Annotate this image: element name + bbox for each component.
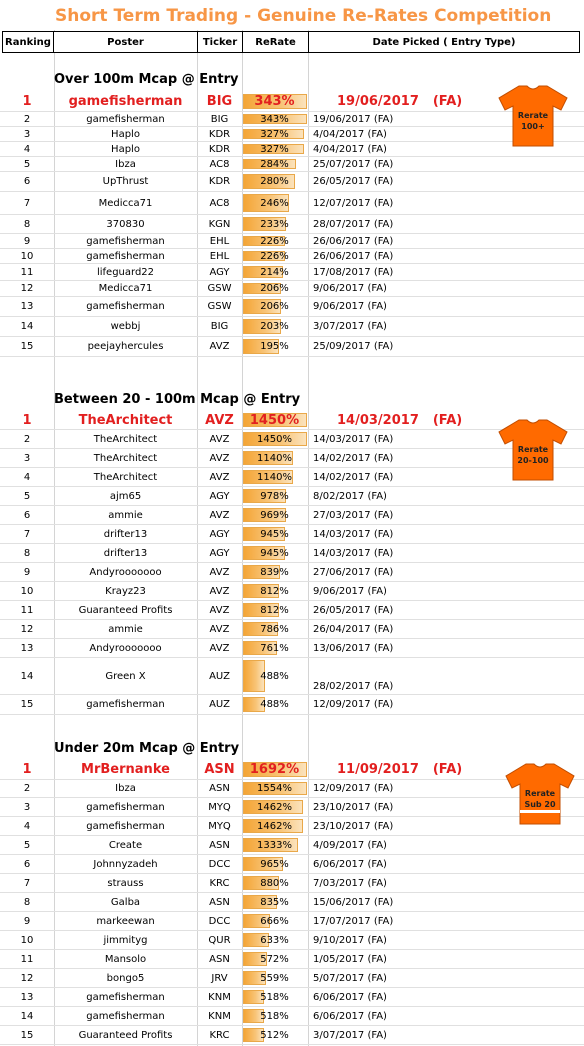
ticker-cell: KGN: [208, 218, 231, 230]
date-cell: 4/04/2017 (FA): [313, 128, 387, 140]
table-row[interactable]: [0, 337, 584, 357]
table-row[interactable]: [0, 192, 584, 215]
rerate-cell: 965%: [260, 858, 289, 870]
table-row[interactable]: [0, 695, 584, 715]
ticker-cell: AGY: [209, 528, 230, 540]
table-row[interactable]: [0, 874, 584, 893]
rank-cell: 11: [20, 266, 34, 278]
ticker-cell: AVZ: [209, 433, 230, 445]
table-row[interactable]: [0, 1026, 584, 1045]
ticker-cell: KRC: [209, 877, 230, 889]
table-row[interactable]: [0, 855, 584, 874]
rerate-cell: 1140%: [257, 452, 292, 464]
table-row[interactable]: [0, 264, 584, 281]
rank-cell: 10: [20, 250, 34, 262]
rank-cell: 3: [23, 128, 31, 140]
rerate-cell: 284%: [260, 158, 289, 170]
rank-cell: 5: [23, 158, 31, 170]
date-cell: 12/09/2017 (FA): [313, 783, 394, 794]
ticker-cell: ASN: [209, 953, 230, 965]
rank-cell: 7: [23, 197, 31, 209]
rank-cell: 1: [22, 412, 32, 428]
table-row[interactable]: [0, 931, 584, 950]
date-cell: 14/03/2017 (FA): [313, 547, 394, 559]
poster-cell: Mansolo: [104, 953, 147, 965]
rank-cell: 4: [23, 143, 31, 155]
table-row[interactable]: [0, 215, 584, 234]
poster-cell: gamefisherman: [86, 301, 165, 312]
poster-cell: markeewan: [96, 915, 155, 927]
date-cell: [309, 92, 489, 111]
rank-cell: 2: [23, 783, 31, 794]
entry-type: (FA): [432, 94, 463, 109]
rerate-cell: 1692%: [249, 762, 300, 777]
rerate-cell: 786%: [260, 623, 289, 635]
rank-cell: 13: [20, 642, 34, 654]
rank-cell: 8: [23, 896, 31, 908]
poster-cell: Green X: [105, 670, 146, 682]
table-row[interactable]: [0, 297, 584, 317]
rerate-cell: 518%: [260, 991, 289, 1003]
rank-cell: 6: [23, 176, 31, 187]
poster-cell: UpThrust: [102, 176, 149, 187]
ticker-cell: KDR: [208, 143, 231, 155]
table-row[interactable]: [0, 601, 584, 620]
poster-cell: Ibza: [115, 158, 136, 170]
date-cell: 26/05/2017 (FA): [313, 604, 394, 616]
date-cell: 5/07/2017 (FA): [313, 972, 387, 984]
rank-cell: 14: [20, 670, 34, 682]
ticker-cell: AGY: [209, 266, 230, 278]
poster-cell: gamefisherman: [86, 235, 165, 247]
table-row[interactable]: [0, 836, 584, 855]
ticker-cell: KDR: [208, 128, 231, 140]
rerate-cell: 1554%: [257, 783, 292, 794]
poster-cell: Andyrooooooo: [89, 566, 162, 578]
poster-cell: Medicca71: [98, 283, 153, 294]
poster-cell: Guaranteed Profits: [78, 604, 173, 616]
poster-cell: drifter13: [103, 547, 148, 559]
rank-cell: 12: [20, 283, 34, 294]
poster-cell: gamefisherman: [68, 94, 183, 109]
date-cell: [309, 760, 489, 779]
rerate-cell: 666%: [260, 915, 289, 927]
ticker-cell: BIG: [210, 113, 229, 125]
rank-cell: 9: [23, 235, 31, 247]
date-value: 11/09/2017: [337, 762, 419, 777]
poster-cell: strauss: [107, 877, 144, 889]
date-cell: 26/06/2017 (FA): [313, 235, 394, 247]
date-cell: [309, 411, 489, 429]
rank-cell: 10: [20, 585, 34, 597]
rank-cell: 10: [20, 934, 34, 946]
date-cell: 6/06/2017 (FA): [313, 991, 387, 1003]
rank-cell: 6: [23, 509, 31, 521]
poster-cell: peejayhercules: [87, 341, 164, 352]
date-cell: 6/06/2017 (FA): [313, 858, 387, 870]
date-cell: 14/03/2017 (FA): [313, 528, 394, 540]
top-row[interactable]: [0, 760, 584, 780]
ticker-cell: AC8: [209, 158, 230, 170]
poster-cell: Andyrooooooo: [89, 642, 162, 654]
ticker-cell: AC8: [209, 197, 230, 209]
date-cell: 6/06/2017 (FA): [313, 1010, 387, 1022]
date-cell: 9/10/2017 (FA): [313, 934, 387, 946]
rerate-cell: 835%: [260, 896, 289, 908]
date-cell: 3/07/2017 (FA): [313, 1029, 387, 1041]
ticker-cell: AVZ: [209, 471, 230, 483]
rank-cell: 15: [20, 1029, 34, 1041]
date-value: 19/06/2017: [337, 94, 419, 109]
ticker-cell: QUR: [208, 934, 231, 946]
poster-cell: Haplo: [111, 128, 140, 140]
section-heading: Under 20m Mcap @ Entry: [54, 741, 240, 756]
poster-cell: gamefisherman: [86, 250, 165, 262]
ticker-cell: AUZ: [209, 699, 230, 710]
poster-cell: Johnnyzadeh: [93, 858, 158, 870]
rank-cell: 1: [22, 94, 32, 109]
table-row[interactable]: [0, 506, 584, 525]
poster-cell: gamefisherman: [86, 1010, 165, 1022]
ticker-cell: JRV: [211, 972, 228, 984]
date-cell: 14/02/2017 (FA): [313, 471, 394, 483]
ticker-cell: GSW: [207, 301, 232, 312]
rerate-cell: 233%: [260, 218, 289, 230]
rerate-cell: 969%: [260, 509, 289, 521]
table-row[interactable]: [0, 912, 584, 931]
rank-cell: 5: [23, 839, 31, 851]
rank-cell: 7: [23, 877, 31, 889]
poster-cell: ammie: [108, 623, 143, 635]
shirt-label-line2: Sub 20: [524, 800, 556, 809]
ticker-cell: AVZ: [209, 585, 230, 597]
rerate-cell: 206%: [260, 283, 289, 294]
rerate-cell: 343%: [254, 94, 295, 109]
date-cell: 7/03/2017 (FA): [313, 877, 387, 889]
table-row[interactable]: [0, 157, 584, 172]
ticker-cell: AVZ: [209, 642, 230, 654]
poster-cell: bongo5: [106, 972, 145, 984]
ticker-cell: AVZ: [209, 623, 230, 635]
rank-cell: 14: [20, 321, 34, 332]
table-row[interactable]: [0, 950, 584, 969]
ticker-cell: AUZ: [209, 670, 230, 682]
date-cell: 17/07/2017 (FA): [313, 915, 394, 927]
poster-cell: MrBernanke: [81, 762, 170, 777]
rank-cell: 12: [20, 972, 34, 984]
shirt-label-line1: Rerate: [517, 111, 549, 120]
date-cell: 4/04/2017 (FA): [313, 143, 387, 155]
section-heading: Between 20 - 100m Mcap @ Entry: [54, 392, 301, 407]
entry-type: (FA): [432, 762, 463, 777]
shirt-label-line2: 100+: [521, 122, 545, 131]
page-title: Short Term Trading - Genuine Re-Rates Competition: [55, 6, 552, 26]
rerate-cell: 978%: [260, 490, 289, 502]
rerate-cell: 812%: [260, 585, 289, 597]
ticker-cell: ASN: [204, 762, 235, 777]
ticker-cell: KDR: [208, 176, 231, 187]
rerate-cell: 633%: [260, 934, 289, 946]
header-rerate[interactable]: ReRate: [242, 31, 309, 53]
shirt-label-line1: Rerate: [524, 789, 556, 798]
rerate-cell: 203%: [260, 321, 289, 332]
shirt-badge-icon: [504, 760, 576, 826]
rerate-cell: 572%: [260, 953, 289, 965]
rerate-cell: 488%: [260, 699, 289, 710]
table-row[interactable]: [0, 582, 584, 601]
ticker-cell: MYQ: [208, 820, 231, 832]
rank-cell: 1: [22, 762, 32, 777]
rerate-cell: 812%: [260, 604, 289, 616]
rerate-cell: 945%: [260, 528, 289, 540]
rank-cell: 3: [23, 801, 31, 813]
rank-cell: 15: [20, 341, 34, 352]
date-cell: 28/02/2017 (FA): [313, 681, 394, 692]
ticker-cell: ASN: [209, 783, 230, 794]
date-cell: 9/06/2017 (FA): [313, 283, 387, 294]
rerate-cell: 280%: [260, 176, 289, 187]
table-row[interactable]: [0, 620, 584, 639]
date-cell: 26/04/2017 (FA): [313, 623, 394, 635]
table-row[interactable]: [0, 780, 584, 798]
rerate-cell: 839%: [260, 566, 289, 578]
table-row[interactable]: [0, 639, 584, 658]
date-cell: 3/07/2017 (FA): [313, 321, 387, 332]
rank-cell: 15: [20, 699, 34, 710]
rank-cell: 9: [23, 915, 31, 927]
ticker-cell: BIG: [206, 94, 233, 109]
poster-cell: jimmityg: [103, 934, 148, 946]
poster-cell: TheArchitect: [93, 452, 158, 464]
ticker-cell: EHL: [209, 235, 230, 247]
rerate-cell: 246%: [260, 197, 289, 209]
rerate-cell: 761%: [260, 642, 289, 654]
rerate-cell: 1450%: [249, 412, 300, 428]
rerate-cell: 512%: [260, 1029, 289, 1041]
poster-cell: Create: [108, 839, 143, 851]
ticker-cell: EHL: [209, 250, 230, 262]
table-row[interactable]: [0, 817, 584, 836]
rerate-cell: 195%: [260, 341, 289, 352]
table-row[interactable]: [0, 249, 584, 264]
rank-cell: 12: [20, 623, 34, 635]
ticker-cell: AVZ: [209, 566, 230, 578]
shirt-label-line1: Rerate: [517, 445, 549, 454]
poster-cell: 370830: [106, 218, 145, 230]
date-cell: 12/07/2017 (FA): [313, 197, 394, 209]
ticker-cell: AVZ: [209, 604, 230, 616]
poster-cell: webbj: [110, 321, 141, 332]
rank-cell: 2: [23, 433, 31, 445]
table-row[interactable]: [0, 658, 584, 695]
poster-cell: gamefisherman: [86, 991, 165, 1003]
ticker-cell: ASN: [209, 839, 230, 851]
table-row[interactable]: [0, 172, 584, 192]
rank-cell: 8: [23, 218, 31, 230]
table-row[interactable]: [0, 969, 584, 988]
date-value: 14/03/2017: [337, 412, 419, 428]
rerate-cell: 1462%: [257, 801, 292, 813]
table-row[interactable]: [0, 317, 584, 337]
ticker-cell: KNM: [208, 1010, 231, 1022]
header-ranking[interactable]: Ranking: [2, 31, 54, 53]
date-cell: 25/09/2017 (FA): [313, 341, 394, 352]
ticker-cell: AGY: [209, 490, 230, 502]
rank-cell: 8: [23, 547, 31, 559]
ticker-cell: KRC: [209, 1029, 230, 1041]
date-cell: 19/06/2017 (FA): [313, 113, 394, 125]
rank-cell: 13: [20, 301, 34, 312]
poster-cell: gamefisherman: [86, 699, 165, 710]
rerate-cell: 1450%: [257, 433, 292, 445]
ticker-cell: DCC: [208, 858, 231, 870]
rerate-cell: 327%: [260, 128, 289, 140]
date-cell: 14/03/2017 (FA): [313, 433, 394, 445]
date-cell: 23/10/2017 (FA): [313, 820, 394, 832]
table-row[interactable]: [0, 234, 584, 249]
shirt-badge-icon: [497, 416, 569, 482]
date-cell: 9/06/2017 (FA): [313, 585, 387, 597]
ticker-cell: DCC: [208, 915, 231, 927]
poster-cell: gamefisherman: [86, 820, 165, 832]
poster-cell: TheArchitect: [93, 433, 158, 445]
date-cell: 26/06/2017 (FA): [313, 250, 394, 262]
rank-cell: 4: [23, 471, 31, 483]
ticker-cell: BIG: [210, 321, 229, 332]
date-cell: 23/10/2017 (FA): [313, 801, 394, 813]
rerate-cell: 559%: [260, 972, 289, 984]
poster-cell: Galba: [110, 896, 141, 908]
rerate-cell: 206%: [260, 301, 289, 312]
poster-cell: gamefisherman: [86, 801, 165, 813]
table-row[interactable]: [0, 798, 584, 817]
shirt-badge-icon: [497, 82, 569, 148]
date-cell: 17/08/2017 (FA): [313, 266, 394, 278]
date-cell: 15/06/2017 (FA): [313, 896, 394, 908]
poster-cell: gamefisherman: [86, 113, 165, 125]
date-cell: 26/05/2017 (FA): [313, 176, 394, 187]
table-row[interactable]: [0, 544, 584, 563]
poster-cell: Krayz23: [105, 585, 146, 597]
date-cell: 25/07/2017 (FA): [313, 158, 394, 170]
ticker-cell: AVZ: [209, 452, 230, 464]
table-row[interactable]: [0, 563, 584, 582]
date-cell: 12/09/2017 (FA): [313, 699, 394, 710]
rerate-cell: 1333%: [257, 839, 292, 851]
date-cell: 1/05/2017 (FA): [313, 953, 387, 965]
date-cell: 8/02/2017 (FA): [313, 490, 387, 502]
rank-cell: 2: [23, 113, 31, 125]
date-cell: 14/02/2017 (FA): [313, 452, 394, 464]
table-row[interactable]: [0, 525, 584, 544]
date-cell: 4/09/2017 (FA): [313, 839, 387, 851]
table-row[interactable]: [0, 893, 584, 912]
rerate-cell: 1140%: [257, 471, 292, 483]
rerate-cell: 226%: [260, 250, 289, 262]
rerate-cell: 226%: [260, 235, 289, 247]
rerate-cell: 214%: [260, 266, 289, 278]
poster-cell: ajm65: [109, 490, 142, 502]
rank-cell: 11: [20, 953, 34, 965]
rerate-cell: 488%: [260, 670, 289, 682]
table-row[interactable]: [0, 988, 584, 1007]
ticker-cell: AVZ: [209, 341, 230, 352]
ticker-cell: AGY: [209, 547, 230, 559]
rerate-cell: 880%: [260, 877, 289, 889]
table-row[interactable]: [0, 487, 584, 506]
ticker-cell: GSW: [207, 283, 232, 294]
rerate-cell: 518%: [260, 1010, 289, 1022]
poster-cell: ammie: [108, 509, 143, 521]
poster-cell: TheArchitect: [93, 471, 158, 483]
ticker-cell: AVZ: [209, 509, 230, 521]
header-date-picked[interactable]: Date Picked ( Entry Type): [308, 31, 580, 53]
rank-cell: 13: [20, 991, 34, 1003]
rank-cell: 11: [20, 604, 34, 616]
rank-cell: 7: [23, 528, 31, 540]
ticker-cell: ASN: [209, 896, 230, 908]
date-cell: 13/06/2017 (FA): [313, 642, 394, 654]
table-row[interactable]: [0, 281, 584, 297]
ticker-cell: AVZ: [205, 412, 234, 428]
ticker-cell: MYQ: [208, 801, 231, 813]
poster-cell: drifter13: [103, 528, 148, 540]
rank-cell: 6: [23, 858, 31, 870]
table-row[interactable]: [0, 1007, 584, 1026]
rerate-cell: 945%: [260, 547, 289, 559]
poster-cell: lifeguard22: [96, 266, 155, 278]
poster-cell: TheArchitect: [78, 412, 173, 428]
rerate-cell: 343%: [260, 113, 289, 125]
shirt-label-line2: 20-100: [517, 456, 549, 465]
rank-cell: 14: [20, 1010, 34, 1022]
date-cell: 27/06/2017 (FA): [313, 566, 394, 578]
rerate-cell: 327%: [260, 143, 289, 155]
entry-type: (FA): [432, 412, 463, 428]
ticker-cell: KNM: [208, 991, 231, 1003]
poster-cell: Medicca71: [98, 197, 153, 209]
rank-cell: 9: [23, 566, 31, 578]
poster-cell: Guaranteed Profits: [78, 1029, 173, 1041]
date-cell: 9/06/2017 (FA): [313, 301, 387, 312]
rerate-cell: 1462%: [257, 820, 292, 832]
poster-cell: Haplo: [111, 143, 140, 155]
header-poster[interactable]: Poster: [53, 31, 198, 53]
poster-cell: Ibza: [115, 783, 136, 794]
section-heading: Over 100m Mcap @ Entry: [54, 72, 239, 87]
rank-cell: 4: [23, 820, 31, 832]
date-cell: 27/03/2017 (FA): [313, 509, 394, 521]
date-cell: 28/07/2017 (FA): [313, 218, 394, 230]
rank-cell: 3: [23, 452, 31, 464]
rank-cell: 5: [23, 490, 31, 502]
header-ticker[interactable]: Ticker: [197, 31, 243, 53]
